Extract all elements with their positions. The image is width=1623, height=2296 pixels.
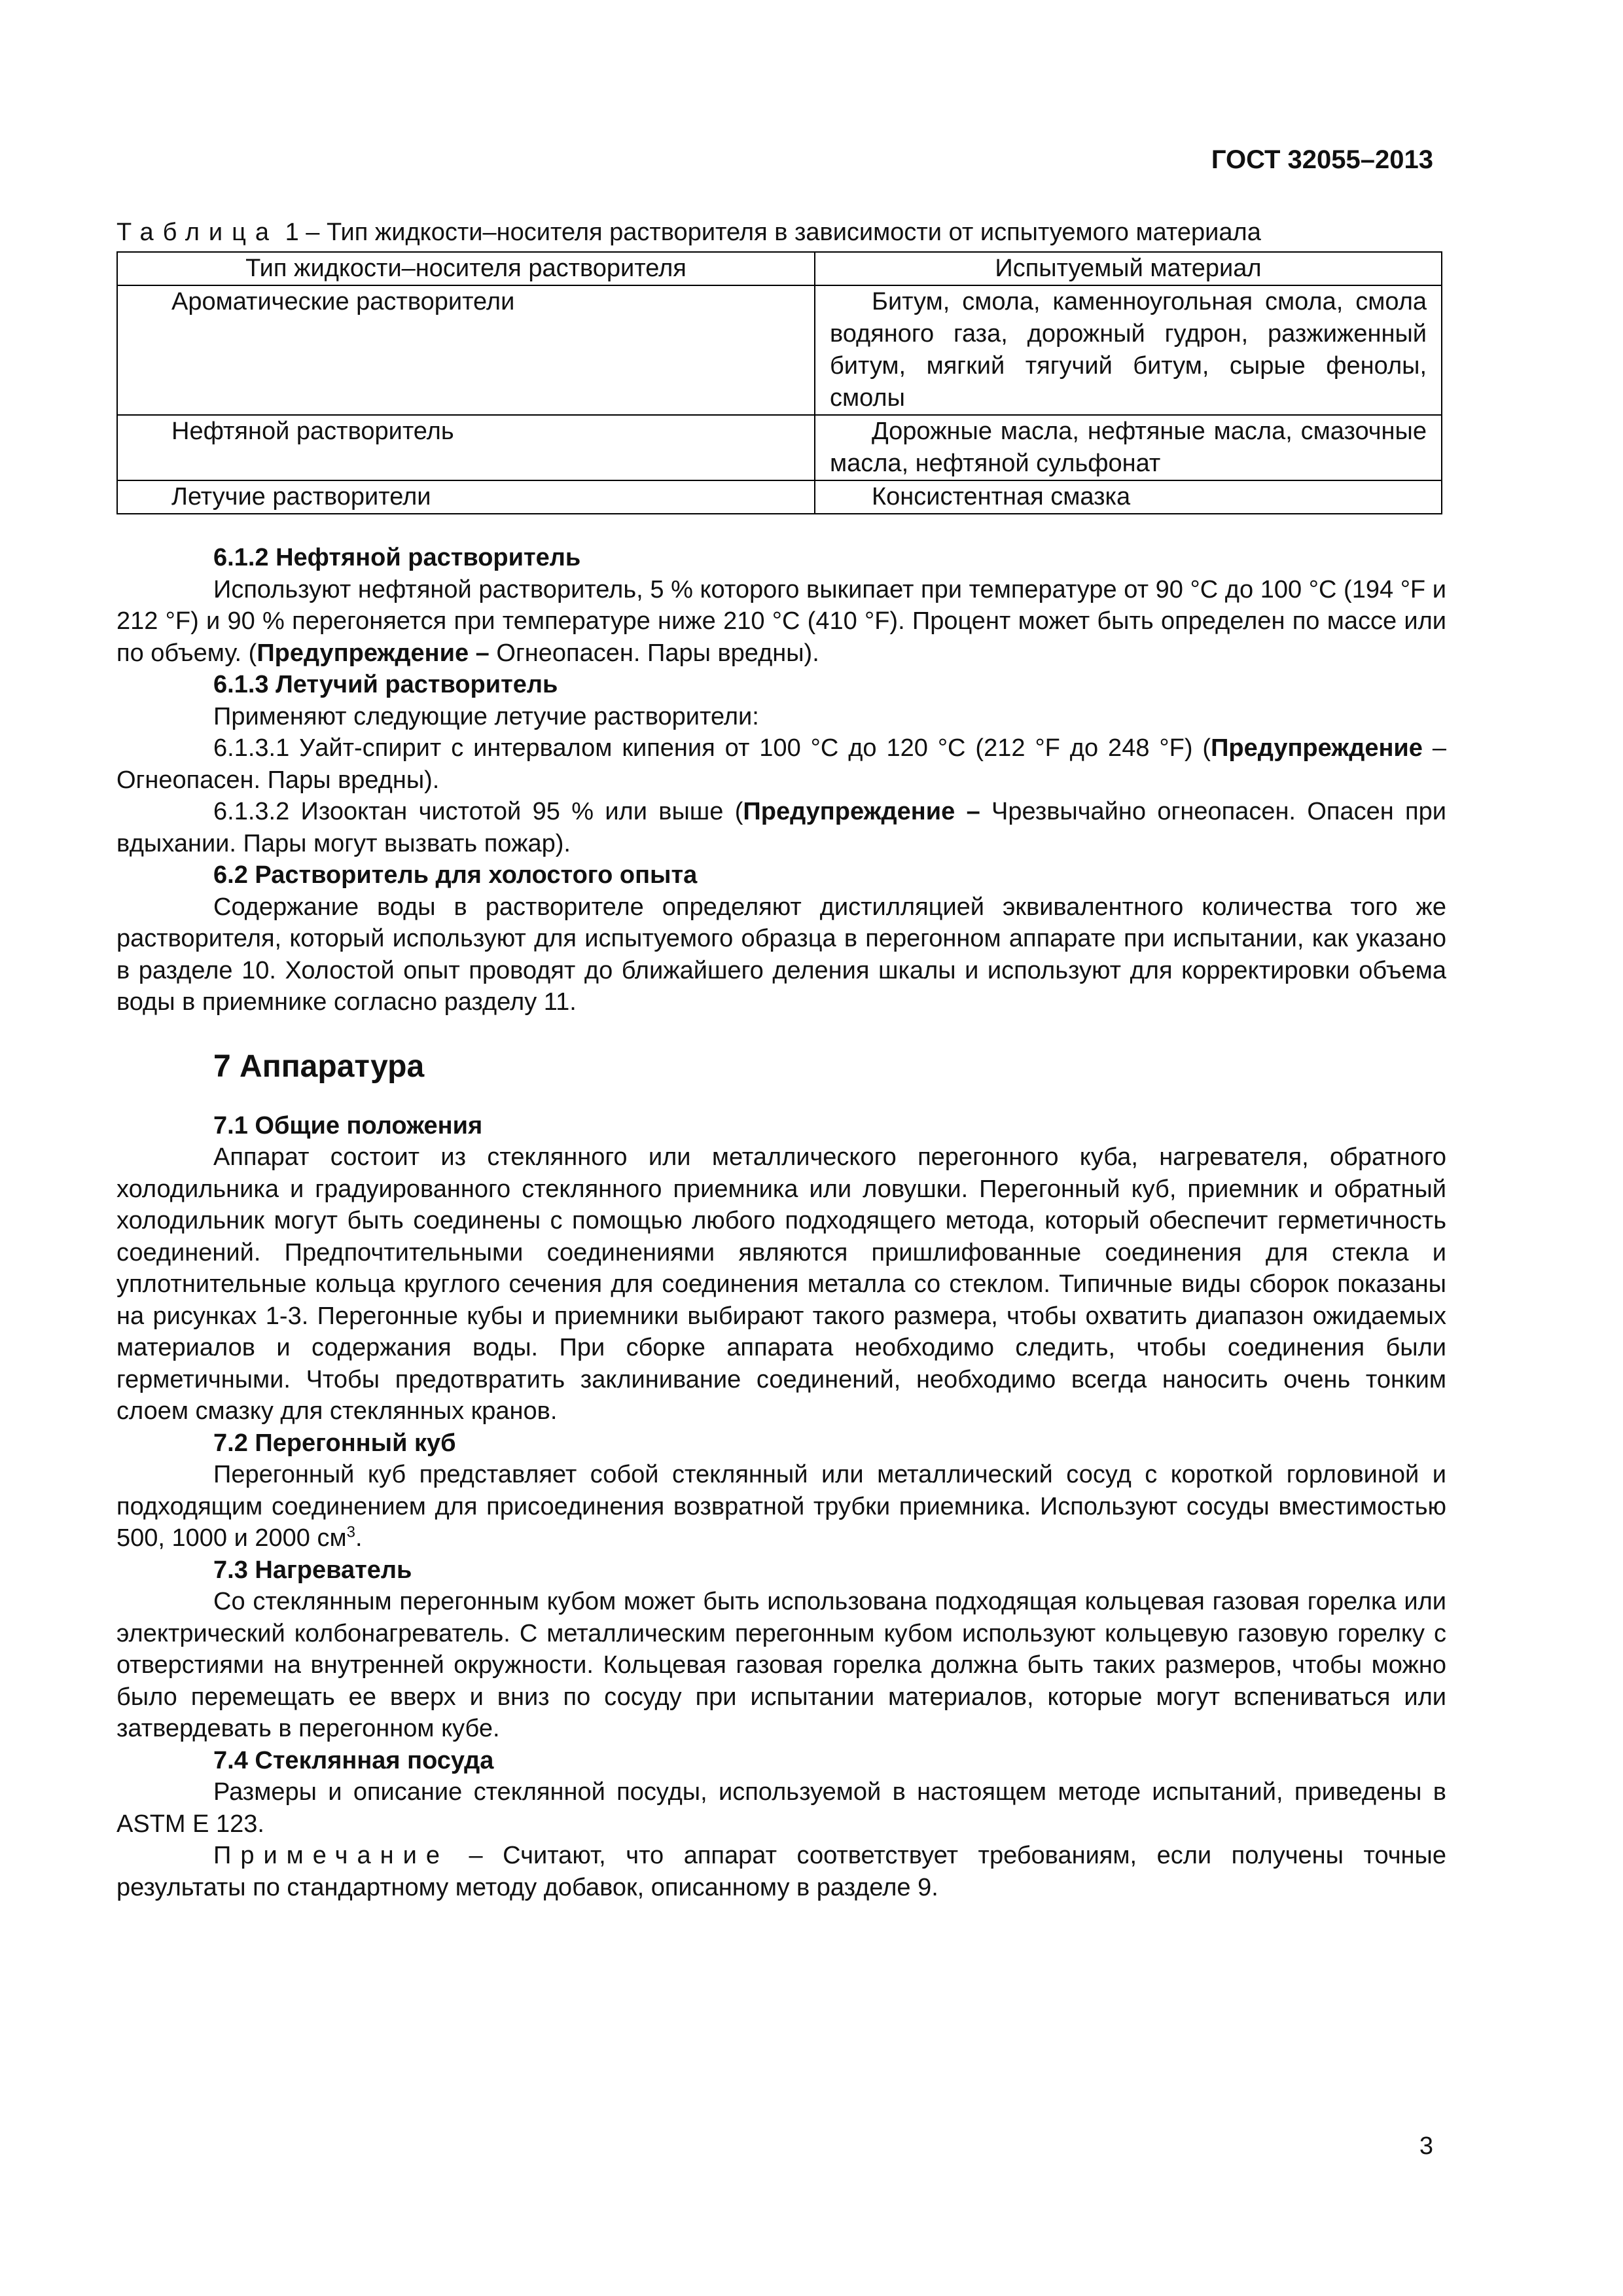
section-heading-7: 7 Аппаратура — [213, 1049, 425, 1084]
table-cell-type: Летучие растворители — [117, 480, 815, 514]
table-header-col1: Тип жидкости–носителя растворителя — [117, 252, 815, 285]
paragraph-6-1-3-1: 6.1.3.1 Уайт-спирит с интервалом кипения от 100 °С до 120 °С (212 °F до 248 °F) (Предупреждение – Огнеопасен. Пары вредны). — [116, 734, 1446, 794]
table-header-row — [117, 252, 1442, 285]
paragraph-7-2: Перегонный куб представляет собой стеклянный или металлический сосуд с короткой горловиной и подходящим соединением для присоединения возвратной трубки приемника. Используют сосуды вместимостью 500, 1000 и 2000 $см^3$. — [116, 1461, 1446, 1552]
document-body — [116, 542, 1446, 1903]
table-cell-material: Битум, смола, каменноугольная смола, смола водяного газа, дорожный гудрон, разжиженный битум, мягкий тягучий битум, сырые фенолы, смолы — [815, 285, 1442, 415]
page-number: 3 — [1419, 2132, 1433, 2160]
paragraph-6-2: Содержание воды в растворителе определяют дистилляцией эквивалентного количества того же растворителя, который используют для испытуемого образца в перегонном аппарате при испытании, как указано в разделе 10. Холостой опыт проводят до ближайшего деления шкалы и используют для корректировки объема воды в приемнике согласно разделу 11. — [116, 893, 1446, 1016]
table-caption — [116, 217, 1445, 247]
table-header-col2: Испытуемый материал — [815, 252, 1442, 285]
note-label: Примечание — [213, 1842, 449, 1869]
table-cell-material: Дорожные масла, нефтяные масла, смазочные масла, нефтяной сульфонат — [815, 415, 1442, 480]
document-header: ГОСТ 32055–2013 — [1211, 145, 1433, 174]
section-heading-7-1: 7.1 Общие положения — [213, 1111, 483, 1139]
section-heading-7-3: 7.3 Нагреватель — [213, 1556, 412, 1584]
note-paragraph — [116, 1840, 1446, 1903]
section-heading-7-4: 7.4 Стеклянная посуда — [213, 1746, 494, 1774]
table-caption-text: 1 – Тип жидкости–носителя растворителя в зависимости от испытуемого материала — [285, 219, 1261, 246]
section-heading-6-2: 6.2 Растворитель для холостого опыта — [213, 861, 698, 889]
paragraph-6-1-2: Используют нефтяной растворитель, 5 % которого выкипает при температуре от 90 °С до 100 °С (194 °F и 212 °F) и 90 % перегоняется при температуре ниже 210 °С (410 °F). Процент может быть определен по массе или по объему. (Предупреждение – Огнеопасен. Пары вредны). — [116, 575, 1446, 667]
paragraph-6-1-3-intro: Применяют следующие летучие растворители: — [213, 702, 759, 730]
paragraph-7-3: Со стеклянным перегонным кубом может быть использована подходящая кольцевая газовая горелка или электрический колбонагреватель. С металлическим перегонным кубом используют кольцевую газовую горелку с отверстиями на внутренней окружности. Кольцевая газовая горелка должна быть таких размеров, чтобы можно было перемещать ее вверх и вниз по сосуду при испытании материалов, которые могут вспениваться или затвердевать в перегонном кубе. — [116, 1588, 1446, 1742]
table-caption-label: Таблица — [116, 219, 278, 246]
paragraph-7-1: Аппарат состоит из стеклянного или металлического перегонного куба, нагревателя, обратного холодильника и градуированного стеклянного приемника или ловушки. Перегонный куб, приемник и обратный холодильник могут быть соединены с помощью любого подходящего метода, который обеспечит герметичность соединений. Предпочтительными соединениями являются пришлифованные соединения для стекла и уплотнительные кольца круглого сечения для соединения металла со стеклом. Типичные виды сборок показаны на рисунках 1-3. Перегонные кубы и приемники выбирают такого размера, чтобы охватить диапазон ожидаемых материалов и содержания воды. При сборке аппарата необходимо следить, чтобы соединения были герметичными. Чтобы предотвратить заклинивание соединений, необходимо всегда наносить очень тонким слоем смазку для стеклянных кранов. — [116, 1143, 1446, 1425]
table-cell-material: Консистентная смазка — [815, 480, 1442, 514]
paragraph-6-1-3-2: 6.1.3.2 Изооктан чистотой 95 % или выше (Предупреждение – Чрезвычайно огнеопасен. Опасен при вдыхании. Пары могут вызвать пожар). — [116, 798, 1446, 857]
table-cell-type: Нефтяной растворитель — [117, 415, 815, 480]
solvent-table — [116, 251, 1442, 514]
section-heading-6-1-3: 6.1.3 Летучий растворитель — [213, 671, 558, 698]
table-cell-type: Ароматические растворители — [117, 285, 815, 415]
paragraph-7-4: Размеры и описание стеклянной посуды, используемой в настоящем методе испытаний, приведены в ASTM E 123. — [116, 1778, 1446, 1838]
section-heading-7-2: 7.2 Перегонный куб — [213, 1429, 456, 1457]
superscript: 3 — [346, 1523, 355, 1541]
section-heading-6-1-2: 6.1.2 Нефтяной растворитель — [213, 544, 581, 571]
table-row — [117, 285, 1442, 415]
table-row — [117, 415, 1442, 480]
note-text: – Считают, что аппарат соответствует требованиям, если получены точные результаты по стандартному методу добавок, описанному в разделе 9. — [116, 1842, 1446, 1901]
table-row — [117, 480, 1442, 514]
